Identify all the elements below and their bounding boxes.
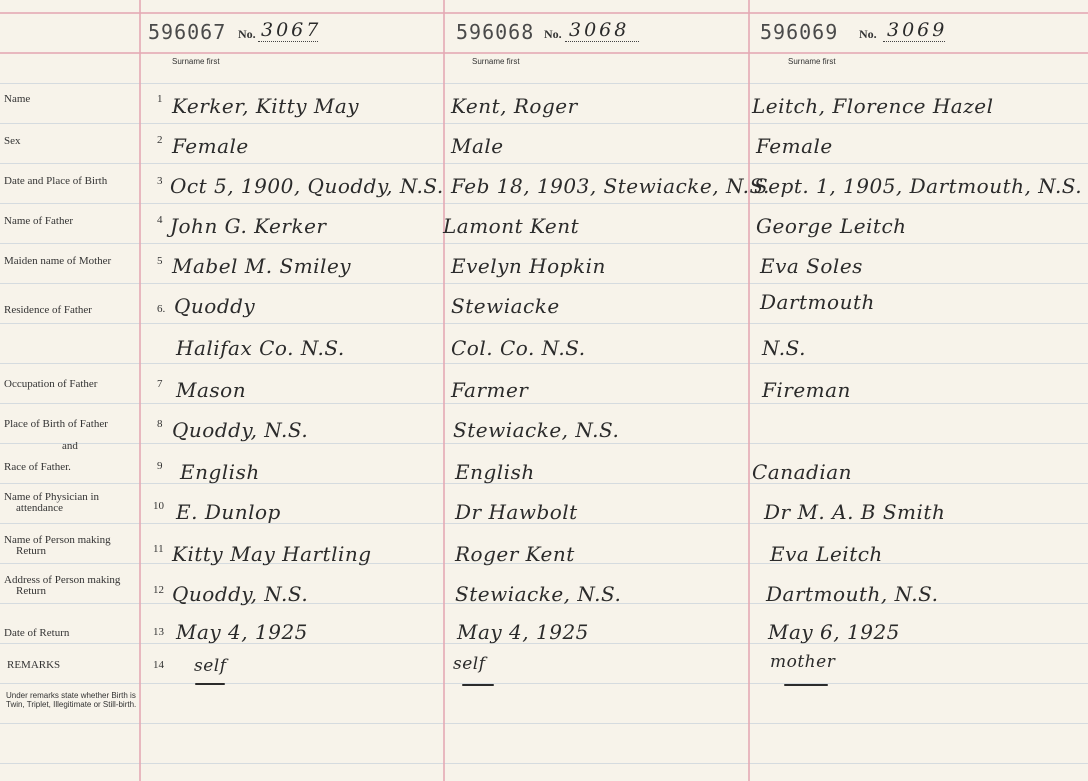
line-number: 9 bbox=[157, 460, 163, 472]
line-number: 1 bbox=[157, 93, 163, 105]
label-and: and bbox=[62, 440, 78, 452]
entry-remarks: self bbox=[453, 654, 486, 674]
entry-birth: Oct 5, 1900, Quoddy, N.S. bbox=[170, 174, 444, 198]
entry-number-underline bbox=[565, 41, 639, 42]
header-rule bbox=[0, 52, 1088, 54]
entry-address-person: Stewiacke, N.S. bbox=[455, 582, 622, 606]
entry-father: George Leitch bbox=[756, 214, 907, 238]
line-number: 13 bbox=[153, 626, 164, 638]
entry-occupation: Fireman bbox=[762, 378, 851, 402]
entry-mother: Eva Soles bbox=[760, 254, 863, 278]
entry-occupation: Farmer bbox=[451, 378, 529, 402]
label-residence: Residence of Father bbox=[4, 304, 92, 316]
label-remarks: REMARKS bbox=[7, 659, 61, 671]
registration-number: 596069 bbox=[760, 20, 839, 44]
column-divider bbox=[139, 0, 141, 781]
label-sex: Sex bbox=[4, 135, 21, 147]
line-number: 2 bbox=[157, 134, 163, 146]
entry-date-return: May 6, 1925 bbox=[768, 620, 900, 644]
entry-residence-county: N.S. bbox=[762, 336, 806, 360]
entry-physician: E. Dunlop bbox=[176, 500, 281, 524]
entry-address-person: Dartmouth, N.S. bbox=[766, 582, 939, 606]
line-number: 3 bbox=[157, 175, 163, 187]
top-rule bbox=[0, 12, 1088, 14]
entry-residence: Stewiacke bbox=[451, 294, 560, 318]
line-number: 12 bbox=[153, 584, 164, 596]
remarks-dash bbox=[195, 683, 225, 685]
surname-first-note: Surname first bbox=[472, 57, 520, 66]
surname-first-note: Surname first bbox=[788, 57, 836, 66]
rule bbox=[0, 403, 1088, 404]
entry-person-making: Roger Kent bbox=[455, 542, 575, 566]
label-address-person: Address of Person making bbox=[4, 574, 121, 586]
entry-number: 3068 bbox=[569, 19, 630, 41]
rule bbox=[0, 443, 1088, 444]
line-number: 10 bbox=[153, 500, 164, 512]
label-occupation: Occupation of Father bbox=[4, 378, 98, 390]
remarks-dash bbox=[784, 684, 828, 686]
line-number: 8 bbox=[157, 418, 163, 430]
label-physician-cont: attendance bbox=[16, 502, 64, 514]
entry-remarks: self bbox=[194, 656, 227, 676]
entry-residence-county: Halifax Co. N.S. bbox=[176, 336, 345, 360]
remarks-instructions: Under remarks state whether Birth is Twin, Triplet, Illegitimate or Still-birth. bbox=[6, 691, 137, 709]
no-label: No. bbox=[544, 27, 562, 41]
label-father-birthplace: Place of Birth of Father bbox=[4, 418, 108, 430]
entry-number-underline bbox=[258, 41, 318, 42]
rule bbox=[0, 323, 1088, 324]
column-divider bbox=[748, 0, 750, 781]
entry-date-return: May 4, 1925 bbox=[176, 620, 308, 644]
registration-number: 596067 bbox=[148, 20, 227, 44]
entry-father: Lamont Kent bbox=[443, 214, 580, 238]
entry-occupation: Mason bbox=[176, 378, 247, 402]
entry-person-making: Kitty May Hartling bbox=[172, 542, 372, 566]
remarks-dash bbox=[462, 684, 494, 686]
label-father: Name of Father bbox=[4, 215, 74, 227]
rule bbox=[0, 203, 1088, 204]
line-number: 4 bbox=[157, 214, 163, 226]
entry-name: Kerker, Kitty May bbox=[172, 94, 360, 118]
entry-race: English bbox=[455, 460, 535, 484]
rule bbox=[0, 243, 1088, 244]
label-birth: Date and Place of Birth bbox=[4, 175, 108, 187]
line-number: 14 bbox=[153, 659, 164, 671]
label-name: Name bbox=[4, 93, 31, 105]
rule bbox=[0, 723, 1088, 724]
label-date-return: Date of Return bbox=[4, 627, 70, 639]
entry-race: Canadian bbox=[752, 460, 853, 484]
entry-physician: Dr Hawbolt bbox=[455, 500, 578, 524]
entry-name: Kent, Roger bbox=[451, 94, 578, 118]
entry-sex: Female bbox=[172, 134, 249, 158]
entry-physician: Dr M. A. B Smith bbox=[764, 500, 946, 524]
entry-father-birthplace: Quoddy, N.S. bbox=[172, 418, 309, 442]
entry-number: 3069 bbox=[887, 19, 948, 41]
label-address-person-cont: Return bbox=[16, 585, 46, 597]
entry-number-underline bbox=[883, 41, 945, 42]
label-mother: Maiden name of Mother bbox=[4, 255, 112, 267]
registration-number: 596068 bbox=[456, 20, 535, 44]
label-race: Race of Father. bbox=[4, 461, 71, 473]
rule bbox=[0, 363, 1088, 364]
entry-residence-county: Col. Co. N.S. bbox=[451, 336, 586, 360]
label-person-making-cont: Return bbox=[16, 545, 46, 557]
line-number: 5 bbox=[157, 255, 163, 267]
rule bbox=[0, 163, 1088, 164]
line-number: 7 bbox=[157, 378, 163, 390]
line-number: 11 bbox=[153, 543, 164, 555]
rule bbox=[0, 483, 1088, 484]
rule bbox=[0, 763, 1088, 764]
entry-number: 3067 bbox=[261, 19, 322, 41]
no-label: No. bbox=[238, 27, 256, 41]
surname-first-note: Surname first bbox=[172, 57, 220, 66]
entry-birth: Feb 18, 1903, Stewiacke, N.S. bbox=[451, 174, 770, 198]
entry-name: Leitch, Florence Hazel bbox=[752, 94, 994, 118]
entry-residence: Quoddy bbox=[174, 294, 256, 318]
entry-mother: Mabel M. Smiley bbox=[172, 254, 352, 278]
rule bbox=[0, 83, 1088, 84]
entry-birth: Sept. 1, 1905, Dartmouth, N.S. bbox=[754, 174, 1083, 198]
column-divider bbox=[443, 0, 445, 781]
entry-father: John G. Kerker bbox=[170, 214, 327, 238]
entry-person-making: Eva Leitch bbox=[770, 542, 883, 566]
entry-sex: Female bbox=[756, 134, 833, 158]
entry-sex: Male bbox=[451, 134, 504, 158]
label-person-making: Name of Person making bbox=[4, 534, 111, 546]
entry-address-person: Quoddy, N.S. bbox=[172, 582, 309, 606]
rule bbox=[0, 683, 1088, 684]
entry-residence: Dartmouth bbox=[760, 290, 875, 314]
no-label: No. bbox=[859, 27, 877, 41]
entry-race: English bbox=[180, 460, 260, 484]
label-physician: Name of Physician in bbox=[4, 491, 100, 503]
entry-father-birthplace: Stewiacke, N.S. bbox=[453, 418, 620, 442]
entry-date-return: May 4, 1925 bbox=[457, 620, 589, 644]
entry-remarks: mother bbox=[770, 652, 836, 672]
rule bbox=[0, 123, 1088, 124]
line-number: 6. bbox=[157, 303, 166, 315]
entry-mother: Evelyn Hopkin bbox=[451, 254, 606, 278]
rule bbox=[0, 283, 1088, 284]
